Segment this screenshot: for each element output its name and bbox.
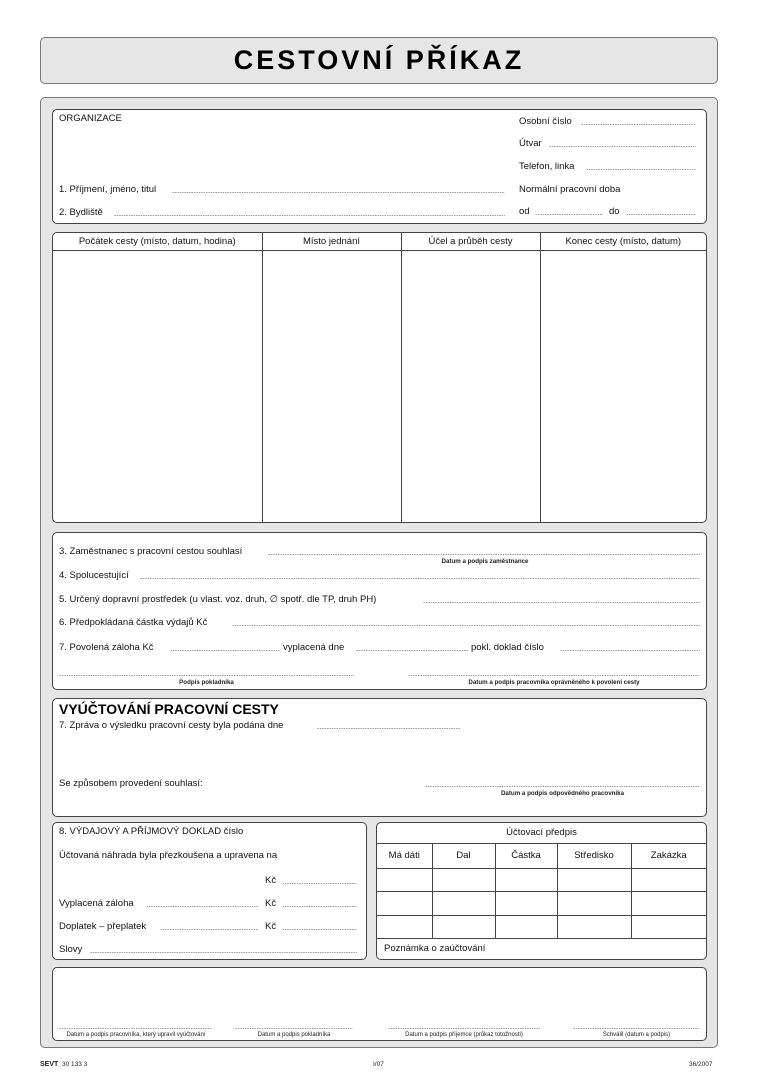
personal-number-label: Osobní číslo: [519, 116, 572, 127]
cashier-signature-caption: Podpis pokladníka: [179, 679, 234, 686]
footer-brand: SEVT: [40, 1061, 59, 1068]
credit-cell[interactable]: [432, 892, 495, 916]
cash-doc-field[interactable]: [560, 650, 700, 651]
advance-paid-row-label: Vyplacená záloha: [59, 898, 134, 909]
advance-paid-date-field[interactable]: [356, 650, 468, 651]
organization-label: ORGANIZACE: [59, 113, 122, 124]
column-amount: Částka: [495, 844, 557, 868]
advance-paid-label: vyplacená dne: [283, 642, 345, 653]
footer-right: 36/2007: [689, 1061, 713, 1068]
accounting-note-label: Poznámka o zaúčtování: [384, 943, 486, 954]
hours-from-field[interactable]: [535, 214, 603, 215]
advance-paid-row-field[interactable]: [146, 906, 258, 907]
column-trip-start: Počátek cesty (místo, datum, hodina): [53, 233, 262, 250]
cashier-final-signature-caption: Datum a podpis pokladníka: [257, 1032, 331, 1038]
order-cell[interactable]: [631, 915, 706, 939]
debit-cell[interactable]: [377, 915, 432, 939]
responsible-signature-field[interactable]: [425, 786, 700, 787]
column-trip-purpose: Účel a průběh cesty: [401, 233, 540, 250]
surcharge-currency-label: Kč: [265, 921, 277, 932]
working-hours-label: Normální pracovní doba: [519, 184, 621, 195]
accounting-row: [377, 868, 706, 892]
column-cost-center: Středisko: [557, 844, 631, 868]
amount-cell[interactable]: [495, 915, 557, 939]
department-label: Útvar: [519, 138, 542, 149]
estimated-cost-field[interactable]: [232, 625, 700, 626]
estimated-cost-label: 6. Předpokládaná částka výdajů Kč: [59, 617, 208, 628]
authorizer-signature-caption: Datum a podpis pracovníka oprávněného k povolení cesty: [468, 679, 640, 686]
adjuster-signature-caption: Datum a podpis pracovníka, který upravil vyúčtování: [66, 1032, 206, 1038]
responsible-signature-caption: Datum a podpis odpovědného pracovníka: [500, 790, 625, 797]
document-heading: 8. VÝDAJOVÝ A PŘÍJMOVÝ DOKLAD číslo: [59, 826, 244, 837]
surname-label: 1. Příjmení, jméno, titul: [59, 184, 157, 195]
phone-label: Telefon, linka: [519, 161, 575, 172]
accounting-row: [377, 892, 706, 916]
signatures-panel: [52, 967, 707, 1041]
column-order: Zakázka: [631, 844, 706, 868]
residence-label: 2. Bydliště: [59, 207, 103, 218]
companions-field[interactable]: [140, 578, 700, 579]
agree-label: Se způsobem provedení souhlasí:: [59, 778, 203, 789]
total-currency-label: Kč: [265, 875, 277, 886]
trip-table: [52, 232, 707, 523]
trip-end-cell[interactable]: [540, 250, 706, 522]
surcharge-amount-field[interactable]: [282, 929, 357, 930]
expense-document-panel: [52, 822, 367, 960]
authorizer-signature-field[interactable]: [408, 675, 700, 676]
checked-label: Účtovaná náhrada byla přezkoušena a upravena na: [59, 850, 278, 861]
advance-amount-field[interactable]: [170, 650, 280, 651]
amount-cell[interactable]: [495, 868, 557, 892]
total-amount-field[interactable]: [282, 883, 357, 884]
hours-to-label: do: [609, 206, 620, 217]
accounting-panel: [376, 822, 707, 960]
form-title: CESTOVNÍ PŘÍKAZ: [233, 45, 525, 75]
credit-cell[interactable]: [432, 915, 495, 939]
personal-number-field[interactable]: [581, 124, 696, 125]
trip-purpose-cell[interactable]: [401, 250, 540, 522]
adjuster-signature-field[interactable]: [59, 1028, 212, 1029]
cost-center-cell[interactable]: [557, 868, 631, 892]
trip-start-cell[interactable]: [53, 250, 262, 522]
credit-cell[interactable]: [432, 868, 495, 892]
words-label: Slovy: [59, 944, 83, 955]
cashier-final-signature-field[interactable]: [235, 1028, 353, 1029]
accounting-row: [377, 915, 706, 939]
amount-cell[interactable]: [495, 892, 557, 916]
column-trip-end: Konec cesty (místo, datum): [540, 233, 706, 250]
recipient-signature-field[interactable]: [388, 1028, 540, 1029]
transport-field[interactable]: [423, 602, 700, 603]
department-field[interactable]: [549, 146, 696, 147]
column-meeting-place: Místo jednání: [262, 233, 401, 250]
footer-center: I/07: [373, 1061, 384, 1068]
cost-center-cell[interactable]: [557, 915, 631, 939]
companions-label: 4. Spolucestující: [59, 570, 129, 581]
employee-consent-label: 3. Zaměstnanec s pracovní cestou souhlasí: [59, 546, 243, 557]
cashier-signature-field[interactable]: [59, 675, 354, 676]
hours-from-label: od: [519, 206, 530, 217]
column-credit: Dal: [432, 844, 495, 868]
column-debit: Má dáti: [377, 844, 432, 868]
approver-signature-field[interactable]: [573, 1028, 700, 1029]
advance-currency-label: Kč: [265, 898, 277, 909]
residence-field[interactable]: [114, 215, 505, 216]
employee-consent-field[interactable]: [268, 554, 700, 555]
words-field[interactable]: [90, 952, 357, 953]
accounting-heading: Účtovací předpis: [377, 823, 706, 844]
surname-field[interactable]: [172, 192, 505, 193]
order-cell[interactable]: [631, 868, 706, 892]
recipient-signature-caption: Datum a podpis příjemce (průkaz totožnosti): [405, 1032, 523, 1038]
advance-label: 7. Povolená záloha Kč: [59, 642, 154, 653]
surcharge-label: Doplatek – přeplatek: [59, 921, 147, 932]
meeting-place-cell[interactable]: [262, 250, 401, 522]
cost-center-cell[interactable]: [557, 892, 631, 916]
advance-amount-row-field[interactable]: [282, 906, 357, 907]
debit-cell[interactable]: [377, 868, 432, 892]
hours-to-field[interactable]: [626, 214, 696, 215]
phone-field[interactable]: [586, 169, 696, 170]
employee-signature-caption: Datum a podpis zaměstnance: [441, 558, 529, 565]
settlement-heading: VYÚČTOVÁNÍ PRACOVNÍ CESTY: [59, 701, 279, 717]
report-date-label: 7. Zpráva o výsledku pracovní cesty byla podána dne: [59, 720, 284, 731]
debit-cell[interactable]: [377, 892, 432, 916]
approver-signature-caption: Schválil (datum a podpis): [602, 1032, 671, 1038]
surcharge-field[interactable]: [160, 929, 258, 930]
transport-label: 5. Určený dopravní prostředek (u vlast. voz. druh, ∅ spotř. dle TP, druh PH): [59, 594, 377, 605]
form-title-box: [40, 37, 718, 84]
cash-doc-label: pokl. doklad číslo: [471, 642, 544, 653]
footer-code: 30 133 3: [62, 1061, 88, 1068]
report-date-field[interactable]: [317, 728, 460, 729]
order-cell[interactable]: [631, 892, 706, 916]
